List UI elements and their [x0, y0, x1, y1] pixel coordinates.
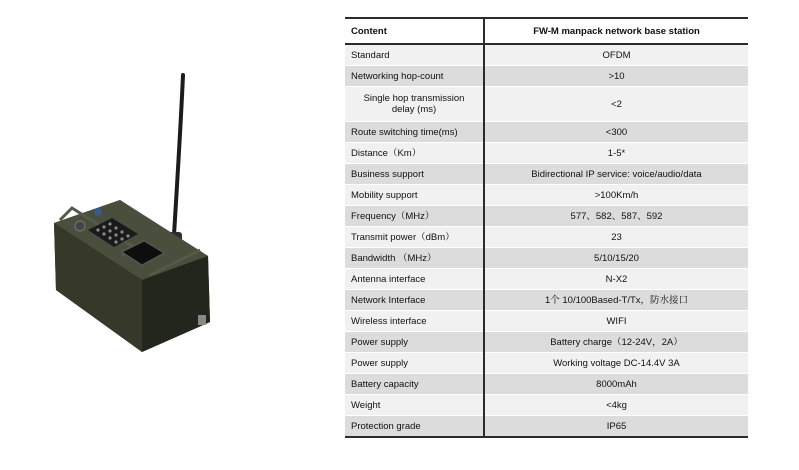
header-product-cell: FW-M manpack network base station: [484, 18, 748, 44]
spec-label-cell: Battery capacity: [345, 374, 484, 395]
specification-table: [345, 17, 748, 438]
spec-label-cell: Power supply: [345, 353, 484, 374]
spec-value-cell: 23: [484, 227, 748, 248]
table-row: [345, 227, 748, 248]
spec-label-cell: Protection grade: [345, 416, 484, 438]
spec-value-cell: 1个 10/100Based-T/Tx，防水接口: [484, 290, 748, 311]
manpack-base-station-photo: [40, 60, 270, 380]
side-port: [198, 315, 206, 325]
spec-label-cell: Antenna interface: [345, 269, 484, 290]
header-content-cell: Content: [345, 18, 484, 44]
spec-label-cell: Bandwidth （MHz）: [345, 248, 484, 269]
table-row: [345, 311, 748, 332]
spec-label-cell: Business support: [345, 164, 484, 185]
table-row: [345, 122, 748, 143]
spec-label-cell: Frequency（MHz）: [345, 206, 484, 227]
connector-port-blue: [94, 208, 102, 216]
spec-label-cell: Networking hop-count: [345, 66, 484, 87]
antenna: [174, 75, 183, 235]
table-row: [345, 143, 748, 164]
spec-value-cell: WIFI: [484, 311, 748, 332]
table-row: [345, 332, 748, 353]
table-row: [345, 44, 748, 66]
table-row: [345, 353, 748, 374]
spec-label-cell: Transmit power（dBm）: [345, 227, 484, 248]
spec-value-cell: N-X2: [484, 269, 748, 290]
spec-value-cell: >10: [484, 66, 748, 87]
spec-value-cell: <300: [484, 122, 748, 143]
table-row: [345, 66, 748, 87]
spec-value-cell: <2: [484, 87, 748, 122]
spec-value-cell: 577、582、587、592: [484, 206, 748, 227]
spec-label-cell: Weight: [345, 395, 484, 416]
spec-label-cell: Power supply: [345, 332, 484, 353]
table-row: [345, 269, 748, 290]
table-row: [345, 185, 748, 206]
connector-port: [75, 221, 85, 231]
spec-value-cell: OFDM: [484, 44, 748, 66]
spec-label-cell: Wireless interface: [345, 311, 484, 332]
spec-label-cell: Distance（Km）: [345, 143, 484, 164]
spec-value-cell: 1-5*: [484, 143, 748, 164]
table-row: [345, 206, 748, 227]
spec-label-cell: Network Interface: [345, 290, 484, 311]
spec-value-cell: IP65: [484, 416, 748, 438]
spec-label-cell: Single hop transmission delay (ms): [345, 87, 484, 122]
spec-label-cell: Mobility support: [345, 185, 484, 206]
spec-value-cell: 5/10/15/20: [484, 248, 748, 269]
table-row: [345, 290, 748, 311]
spec-value-cell: Bidirectional IP service: voice/audio/data: [484, 164, 748, 185]
spec-label-cell: Route switching time(ms): [345, 122, 484, 143]
spec-label-cell: Standard: [345, 44, 484, 66]
spec-value-cell: 8000mAh: [484, 374, 748, 395]
spec-value-cell: >100Km/h: [484, 185, 748, 206]
table-row: [345, 395, 748, 416]
table-row: [345, 248, 748, 269]
spec-value-cell: Battery charge（12-24V，2A）: [484, 332, 748, 353]
spec-value-cell: Working voltage DC-14.4V 3A: [484, 353, 748, 374]
table-header-row: [345, 18, 748, 44]
table-row: [345, 164, 748, 185]
spec-value-cell: <4kg: [484, 395, 748, 416]
table-row: [345, 374, 748, 395]
table-row: [345, 87, 748, 122]
table-row: [345, 416, 748, 438]
